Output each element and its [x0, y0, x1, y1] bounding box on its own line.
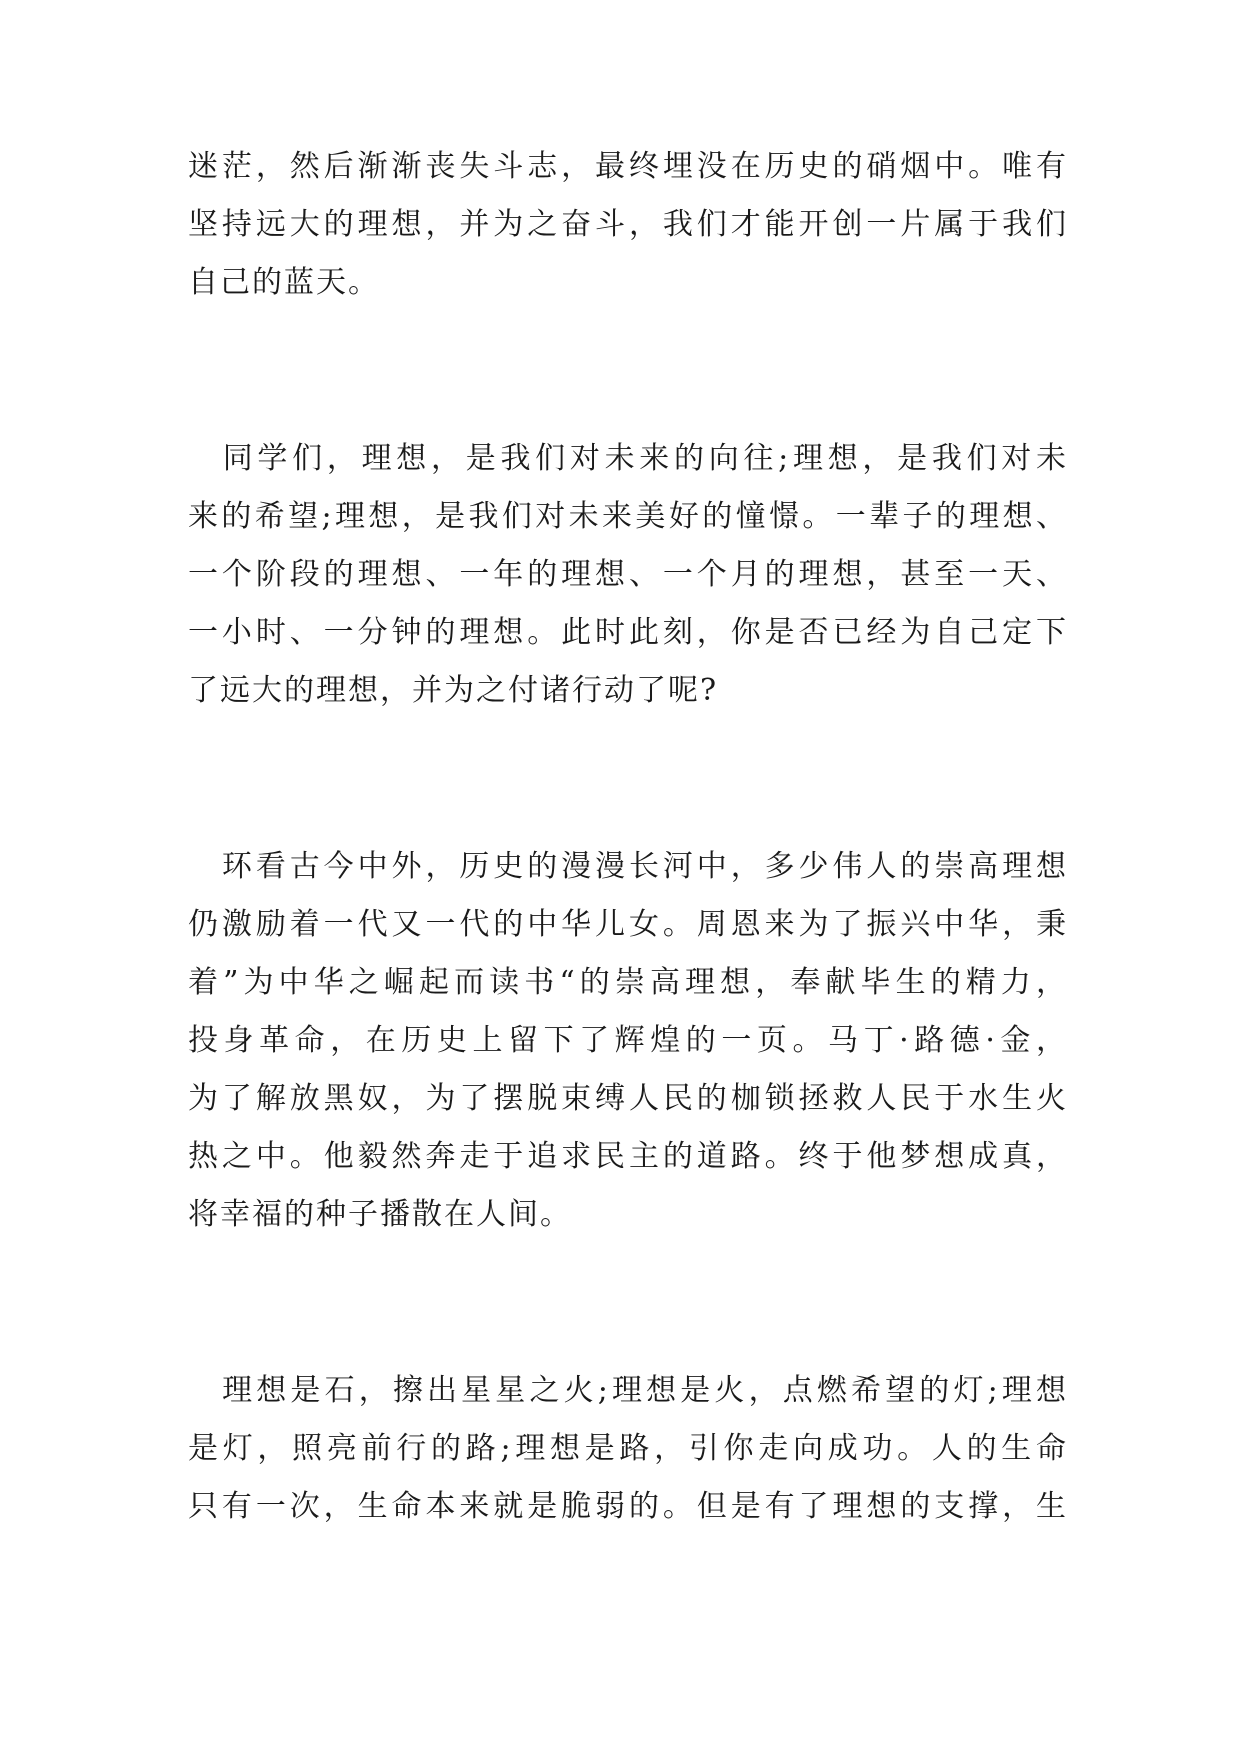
text-line: 来的希望;理想，是我们对未来美好的憧憬。一辈子的理想、	[188, 499, 1068, 534]
text-line: 环看古今中外，历史的漫漫长河中，多少伟人的崇高理想	[188, 849, 1068, 884]
text-line: 迷茫，然后渐渐丧失斗志，最终埋没在历史的硝烟中。唯有	[188, 149, 1068, 184]
text-line: 着”为中华之崛起而读书“的崇高理想，奉献毕生的精力，	[188, 965, 1068, 1000]
text-line: 将幸福的种子播散在人间。	[188, 1197, 572, 1232]
text-line: 坚持远大的理想，并为之奋斗，我们才能开创一片属于我们	[188, 207, 1068, 242]
text-line: 热之中。他毅然奔走于追求民主的道路。终于他梦想成真，	[188, 1139, 1068, 1174]
text-line: 自己的蓝天。	[188, 265, 380, 300]
text-line: 一小时、一分钟的理想。此时此刻，你是否已经为自己定下	[188, 615, 1068, 650]
text-line: 仍激励着一代又一代的中华儿女。周恩来为了振兴中华，秉	[188, 907, 1068, 942]
text-line: 为了解放黑奴，为了摆脱束缚人民的枷锁拯救人民于水生火	[188, 1081, 1068, 1116]
text-line: 理想是石，擦出星星之火;理想是火，点燃希望的灯;理想	[188, 1373, 1068, 1408]
text-line: 一个阶段的理想、一年的理想、一个月的理想，甚至一天、	[188, 557, 1068, 592]
text-line: 投身革命，在历史上留下了辉煌的一页。马丁·路德·金，	[188, 1023, 1068, 1058]
text-line: 是灯，照亮前行的路;理想是路，引你走向成功。人的生命	[188, 1431, 1068, 1466]
text-line: 同学们，理想，是我们对未来的向往;理想，是我们对未	[188, 441, 1068, 476]
text-line: 只有一次，生命本来就是脆弱的。但是有了理想的支撑，生	[188, 1489, 1068, 1524]
text-line: 了远大的理想，并为之付诸行动了呢?	[188, 673, 719, 708]
